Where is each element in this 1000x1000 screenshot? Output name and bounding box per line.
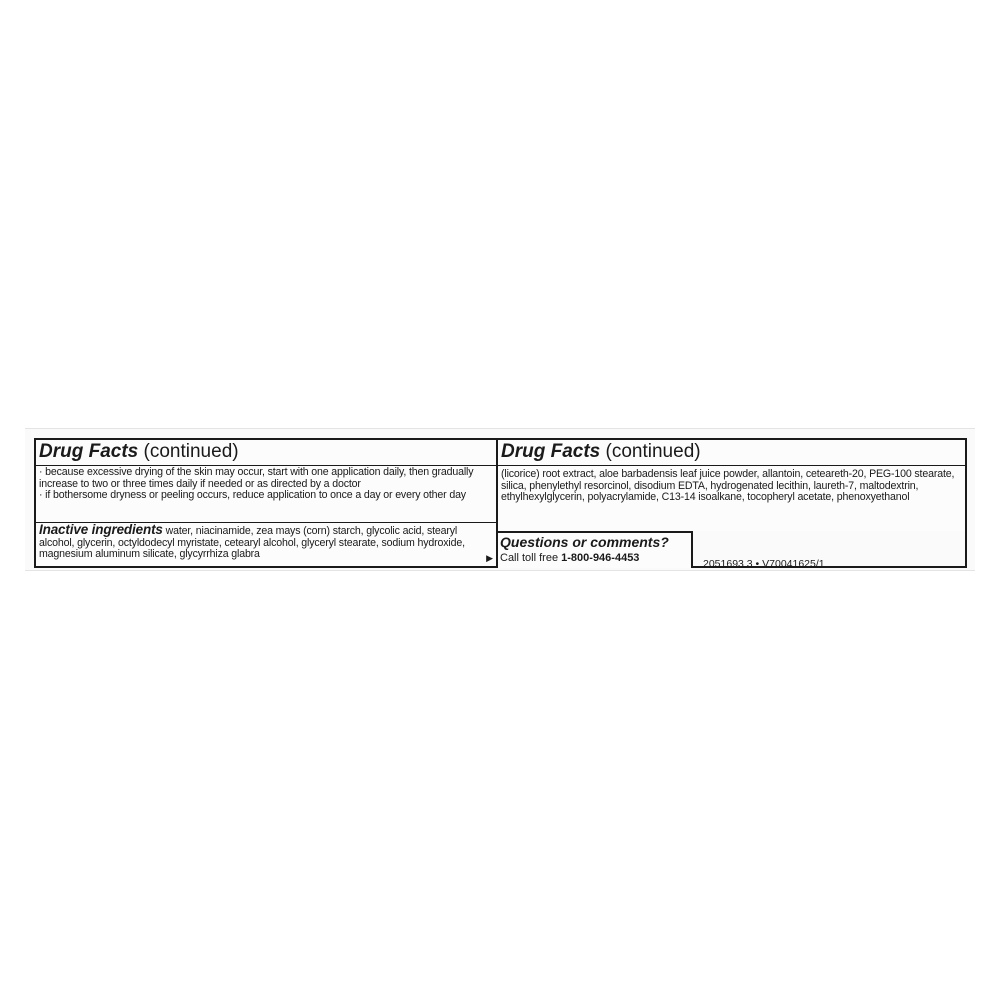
drug-facts-title-right	[501, 440, 701, 464]
drug-facts-title-bold: Drug Facts	[39, 441, 139, 462]
product-code: 2051693 3 • V70041625/1	[703, 558, 825, 570]
questions-heading: Questions or comments?	[500, 534, 669, 550]
direction-item: · because excessive drying of the skin may occur, start with one application daily, then gradually increase to two or three times daily if needed or as directed by a doctor	[39, 466, 474, 490]
directions-list	[39, 467, 492, 502]
inactive-ingredients	[39, 524, 480, 561]
continue-arrow-icon: ▶	[486, 553, 493, 563]
phone-number: 1-800-946-4453	[561, 552, 640, 564]
drug-facts-title-bold: Drug Facts	[501, 441, 601, 462]
drug-facts-panel-right	[498, 438, 967, 568]
drug-facts-label-strip	[25, 428, 975, 571]
inactive-ingredients-list: water, niacinamide, zea mays (corn) starch, glycolic acid, stearyl alcohol, glycerin, octyldodecyl myristate, cetearyl alcohol, glyceryl stearate, sodium hydroxide, magnesium aluminum silicate, glycyrrhiza glabra	[39, 525, 465, 561]
title-divider	[498, 465, 965, 466]
call-label: Call toll free	[500, 552, 562, 564]
inactive-ingredients-heading: Inactive ingredients	[39, 522, 163, 537]
questions-box	[498, 531, 693, 568]
drug-facts-panel-left	[34, 438, 498, 568]
drug-facts-title-continued: (continued)	[600, 441, 701, 462]
drug-facts-title-continued: (continued)	[138, 441, 239, 462]
toll-free-line	[500, 552, 639, 565]
inactive-ingredients-continued: (licorice) root extract, aloe barbadensis leaf juice powder, allantoin, ceteareth-20, PEG-100 stearate, silica, phenylethyl resorcinol, disodium EDTA, hydrogenated lecithin, laureth-7, maltodextrin, ethylhexylglycerin, polyacrylamide, C13-14 isoalkane, tocopheryl acetate, phenoxyethanol	[501, 468, 955, 504]
drug-facts-title-left	[39, 440, 239, 464]
direction-item: · if bothersome dryness or peeling occurs, reduce application to once a day or every other day	[39, 489, 466, 502]
